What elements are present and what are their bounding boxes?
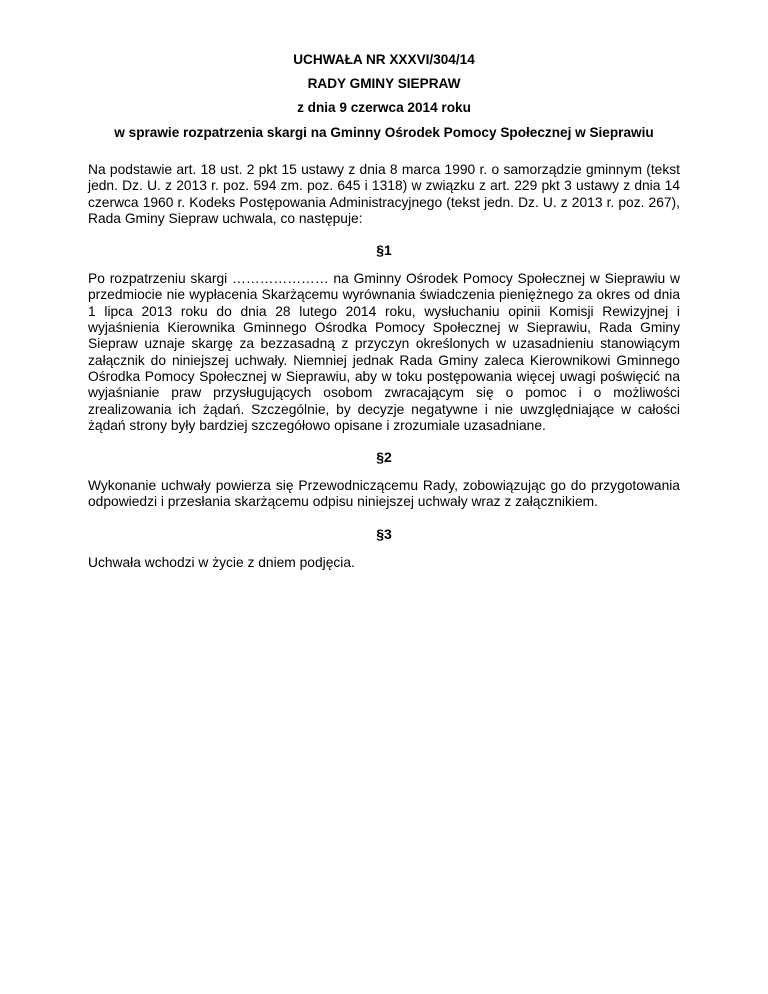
- resolution-date: z dnia 9 czerwca 2014 roku: [297, 100, 471, 115]
- section-2-heading: §2: [376, 449, 392, 466]
- section-3-heading: §3: [376, 525, 392, 542]
- section-2-text: Wykonanie uchwały powierza się Przewodniczącemu Rady, zobowiązując go do przygotowania odpowiedzi i przesłania skarżącemu odpisu niniejszej uchwały wraz z załącznikiem.: [88, 478, 680, 510]
- section-3-text: Uchwała wchodzi w życie z dniem podjęcia.: [88, 554, 355, 570]
- resolution-subject: w sprawie rozpatrzenia skargi na Gminny Ośrodek Pomocy Społecznej w Sieprawiu: [114, 125, 654, 140]
- legal-basis-paragraph: Na podstawie art. 18 ust. 2 pkt 15 ustawy z dnia 8 marca 1990 r. o samorządzie gminnym (tekst jedn. Dz. U. z 2013 r. poz. 594 zm. poz. 645 i 1318) w związku z art. 229 pkt 3 ustawy z dnia 14 czerwca 1960 r. Kodeks Postępowania Administracyjnego (tekst jedn. Dz. U. z 2013 r. poz. 267), Rada Gminy Sieprаw uchwala, co następuje:: [88, 162, 680, 226]
- section-1-text: Po rozpatrzeniu skargi ………………… na Gminny Ośrodek Pomocy Społecznej w Sieprawiu w przedmiocie nie wypłacenia Skarżącemu wyrównania świadczenia pieniężnego za okres od dnia 1 lipca 2013 roku do dnia 28 lutego 2014 roku, wysłuchaniu opinii Komisji Rewizyjnej i wyjaśnienia Kierownika Gminnego Ośrodka Pomocy Społecznej w Sieprawiu, Rada Gminy Sieprаw uznaje skargę za bezzasadną z przyczyn określonych w uzasadnieniu stanowiącym załącznik do niniejszej uchwały. Niemniej jednak Rada Gminy zaleca Kierownikowi Gminnego Ośrodka Pomocy Społecznej w Sieprawiu, aby w toku postępowania więcej uwagi poświęcić na wyjaśnianie praw przysługujących osobom zwracającym się o pomoc i o możliwości zrealizowania ich żądań. Szczególnie, by decyzje negatywne i nie uwzględniające w całości żądań strony były bardziej szczegółowo opisane i zrozumiale uzasadniane.: [88, 271, 680, 433]
- document-page: [88, 50, 680, 571]
- section-1-heading: §1: [376, 242, 392, 259]
- council-name: RADY GMINY SIEPRAW: [307, 76, 461, 91]
- resolution-number: UCHWAŁA NR XXXVI/304/14: [293, 52, 475, 67]
